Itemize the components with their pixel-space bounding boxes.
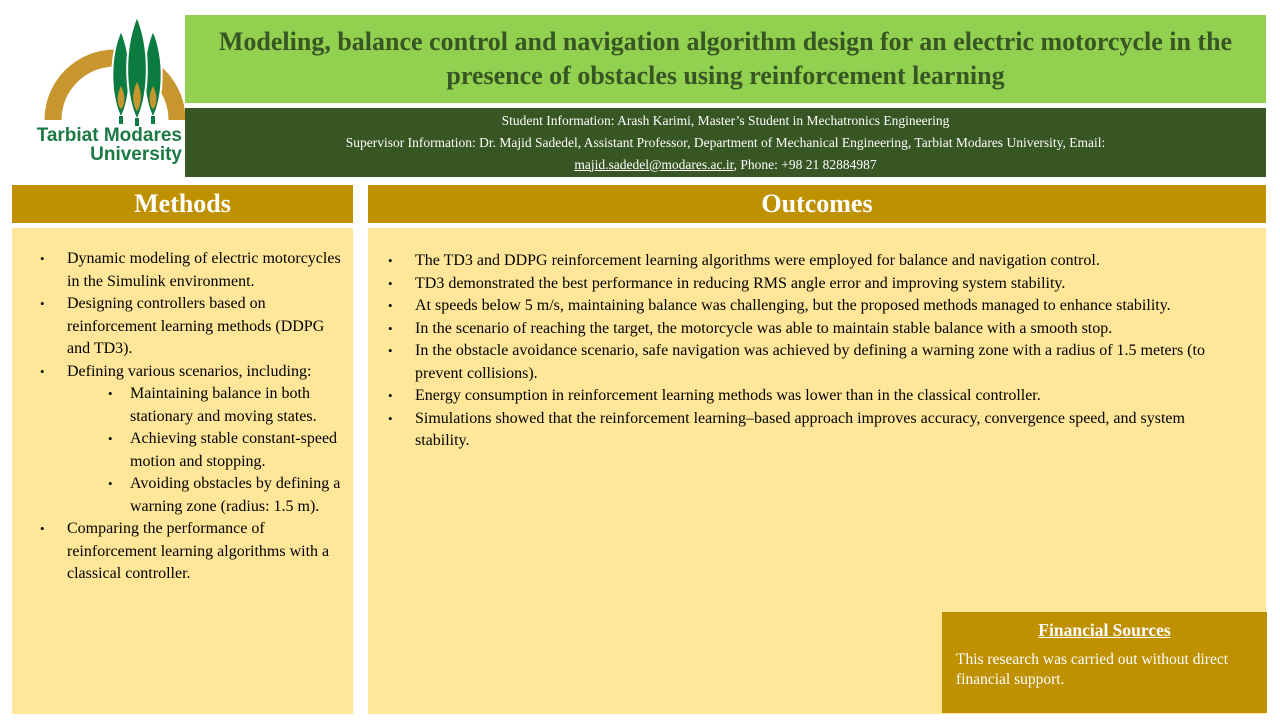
list-item	[368, 408, 1241, 453]
email-link[interactable]: majid.sadedel@modares.ac.ir	[574, 156, 734, 172]
list-item-text: TD3 demonstrated the best performance in reducing RMS angle error and improving system stability.	[415, 274, 1066, 292]
bullet-icon: •	[108, 386, 113, 401]
list-item	[12, 248, 343, 293]
bullet-icon: •	[388, 343, 393, 358]
supervisor-info: Supervisor Information: Dr. Majid Sadedel, Assistant Professor, Department of Mechanical Engineering, Tarbiat Modares University, Email:	[345, 134, 1106, 150]
bullet-icon: •	[40, 363, 45, 379]
bullet-icon: •	[388, 275, 393, 291]
bullet-icon: •	[388, 298, 393, 313]
list-item	[12, 518, 343, 586]
list-item-text: In the obstacle avoidance scenario, safe navigation was achieved by defining a warning zone with a radius of 1.5 meters (to prevent collisions).	[415, 342, 1205, 382]
list-item-text: Avoiding obstacles by defining a warning zone (radius: 1.5 m).	[130, 475, 341, 515]
sub-list-item	[12, 473, 343, 518]
bullet-icon: •	[40, 251, 45, 266]
list-item-text: Designing controllers based on reinforcement learning methods (DDPG and TD3).	[67, 295, 325, 357]
bullet-icon: •	[388, 410, 393, 426]
list-item-text: At speeds below 5 m/s, maintaining balance was challenging, but the proposed methods managed to enhance stability.	[415, 297, 1171, 314]
sub-list-item	[12, 383, 343, 428]
info-bar	[185, 108, 1266, 177]
tree-stem	[151, 116, 155, 124]
list-item	[368, 340, 1241, 385]
tree-stem	[119, 116, 123, 124]
methods-header: Methods	[12, 185, 353, 223]
contact-line	[574, 154, 876, 176]
list-item-text: Simulations showed that the reinforcement learning–based approach improves accuracy, convergence speed, and system stability.	[415, 409, 1185, 449]
list-item	[368, 318, 1241, 341]
list-item-text: Comparing the performance of reinforcement learning algorithms with a classical controller.	[67, 520, 330, 582]
financial-sources-text: This research was carried out without direct financial support.	[956, 651, 1229, 688]
financial-sources-header: Financial Sources	[1038, 620, 1171, 640]
list-item-text: Achieving stable constant-speed motion and stopping.	[130, 430, 338, 470]
student-info: Student Information: Arash Karimi, Master’s Student in Mechatronics Engineering	[501, 112, 950, 128]
logo-graphic	[20, 2, 185, 167]
bullet-icon: •	[108, 476, 113, 491]
logo-name-line1: Tarbiat Modares	[36, 125, 182, 146]
bullet-icon: •	[40, 521, 45, 536]
phone-text: , Phone: +98 21 82884987	[733, 156, 877, 172]
bullet-icon: •	[388, 253, 393, 268]
list-item	[12, 293, 343, 361]
poster-title: Modeling, balance control and navigation algorithm design for an electric motorcycle in the presence of obstacles using reinforcement learning	[185, 15, 1266, 103]
methods-content	[12, 228, 353, 714]
list-item-text: The TD3 and DDPG reinforcement learning algorithms were employed for balance and navigation control.	[415, 252, 1100, 269]
sub-list-item	[12, 428, 343, 473]
list-item	[368, 295, 1241, 318]
university-logo	[20, 2, 185, 167]
list-item-text: Maintaining balance in both stationary and moving states.	[130, 385, 317, 425]
financial-sources-box	[942, 612, 1267, 713]
bullet-icon: •	[108, 431, 113, 446]
list-item	[368, 250, 1241, 273]
list-item-text: Defining various scenarios, including:	[67, 362, 312, 380]
bullet-icon: •	[388, 320, 393, 336]
list-item-text: Energy consumption in reinforcement learning methods was lower than in the classical controller.	[415, 387, 1041, 404]
bullet-icon: •	[40, 296, 45, 311]
list-item-text: In the scenario of reaching the target, the motorcycle was able to maintain stable balance with a smooth stop.	[415, 319, 1113, 337]
logo-name-line2: University	[90, 144, 182, 165]
list-item	[368, 273, 1241, 296]
list-item	[368, 385, 1241, 408]
list-item-text: Dynamic modeling of electric motorcycles in the Simulink environment.	[67, 250, 341, 290]
outcomes-header: Outcomes	[368, 185, 1266, 223]
bullet-icon: •	[388, 388, 393, 403]
list-item	[12, 361, 343, 384]
